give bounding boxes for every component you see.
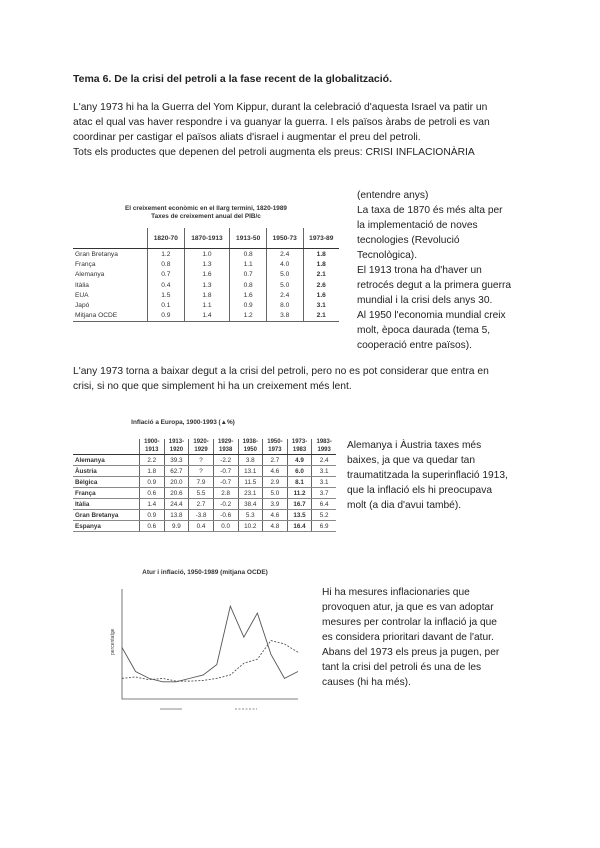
table-row [73, 300, 339, 310]
table-cell: 1.2 [148, 249, 185, 260]
table-cell: 1.1 [230, 259, 267, 269]
table-cell: 0.9 [140, 510, 165, 521]
table-header-cell: 1913-50 [230, 228, 267, 249]
table-row [73, 488, 336, 499]
table-cell: 39.3 [164, 455, 189, 466]
table-cell: ? [189, 455, 214, 466]
table-cell: 62.7 [164, 466, 189, 477]
commentary-line: Hi ha mesures inflacionaries que [322, 587, 470, 598]
commentary-line: tecnologies (Revolució [357, 235, 460, 246]
header-line: 1973 [268, 446, 282, 453]
table-row [73, 290, 339, 300]
table-cell: 0.6 [140, 488, 165, 499]
table-header-cell: 1973-89 [303, 228, 339, 249]
table-cell: 5.3 [238, 510, 263, 521]
table-header-cell [238, 439, 263, 455]
table-row [73, 280, 339, 290]
table-cell: -3.8 [189, 510, 214, 521]
table-cell: -0.7 [213, 466, 238, 477]
table-header-cell [189, 439, 214, 455]
series-line-atur [122, 641, 298, 682]
commentary-line: molt (a dia d'avui també). [347, 500, 462, 511]
row-label: Gran Bretanya [75, 250, 118, 258]
table-cell: 6.9 [312, 521, 336, 532]
table-cell: 16.7 [287, 499, 312, 510]
chart-axes [122, 589, 298, 699]
table-cell: 1.3 [184, 259, 230, 269]
unemployment-inflation-chart [100, 567, 305, 717]
table-cell: -0.2 [213, 499, 238, 510]
table-cell: 4.9 [287, 455, 312, 466]
series-line-inflació [122, 606, 298, 682]
commentary-line: tant la crisi del petroli és una de les [322, 662, 482, 673]
table-cell: 2.6 [303, 280, 339, 290]
table-cell: 24.4 [164, 499, 189, 510]
table-cell: 1.0 [184, 249, 230, 260]
table-cell: 5.0 [266, 280, 303, 290]
table-cell: 2.1 [303, 270, 339, 280]
table-header-row [73, 439, 336, 455]
table-cell: 3.9 [263, 499, 288, 510]
table-cell: 4.6 [263, 510, 288, 521]
table-cell: 1.3 [184, 280, 230, 290]
header-line: 1983 [292, 446, 307, 453]
header-line: 1938 [219, 446, 233, 453]
table-cell: 5.0 [263, 488, 288, 499]
row-label: Mitjana OCDE [73, 311, 148, 322]
table-cell: 0.4 [148, 280, 185, 290]
table-row [73, 521, 336, 532]
commentary-line: Al 1950 l'economia mundial creix [357, 310, 506, 321]
table-cell: 3.7 [312, 488, 336, 499]
intro-line: L'any 1973 hi ha la Guerra del Yom Kippur, durant la celebració d'aquesta Israel va patir un [73, 102, 488, 113]
table-cell: 7.9 [189, 477, 214, 488]
intro-line: atac el qual vas haver respondre i va guanyar la guerra. I els països àrabs de petroli es van [73, 117, 490, 128]
table-row [73, 455, 336, 466]
table-header-cell [164, 439, 189, 455]
table-cell: 11.2 [287, 488, 312, 499]
table-cell: 0.9 [230, 300, 267, 310]
table2-commentary [347, 438, 519, 513]
header-line: 1950 [243, 446, 257, 453]
row-label: Gran Bretanya [73, 510, 140, 521]
header-line: 1973- [291, 439, 308, 445]
table-cell: 0.9 [140, 477, 165, 488]
table-row [73, 259, 339, 269]
row-label: Itàlia [73, 499, 140, 510]
table-cell: 2.4 [266, 249, 303, 260]
commentary-line: provoquen atur, ja que es van adoptar [322, 602, 494, 613]
header-line: 1929- [218, 439, 234, 445]
table-header-cell [287, 439, 312, 455]
table-cell: 10.2 [238, 521, 263, 532]
row-label: França [75, 260, 96, 268]
inflation-table [73, 439, 336, 532]
table-cell: 2.4 [312, 455, 336, 466]
row-label: Japó [75, 302, 90, 310]
table-cell: 1.8 [303, 259, 339, 269]
table-row [73, 249, 339, 260]
table-cell: 13.5 [287, 510, 312, 521]
header-line: 1913- [168, 439, 185, 445]
table-cell: 2.8 [213, 488, 238, 499]
table-header-cell [263, 439, 288, 455]
row-label: Àustria [73, 466, 140, 477]
table-header-row [73, 228, 339, 249]
table-cell: 8.1 [287, 477, 312, 488]
commentary-line: retrocés degut a la primera guerra [357, 280, 512, 291]
commentary-line: baixes, ja que va quedar tan [347, 455, 476, 466]
table-cell: -2.2 [213, 455, 238, 466]
commentary-line: es considera prioritari davant de l'atur. [322, 632, 494, 643]
table-cell: 13.1 [238, 466, 263, 477]
table-cell: 3.1 [312, 466, 336, 477]
table-cell: 2.4 [266, 290, 303, 300]
table-cell: 6.0 [287, 466, 312, 477]
table-cell: 1.2 [230, 311, 267, 322]
commentary-line: que la inflació els hi preocupava [347, 485, 492, 496]
table-cell: 16.4 [287, 521, 312, 532]
table-cell: 6.4 [312, 499, 336, 510]
table-header-cell: 1870-1913 [184, 228, 230, 249]
header-line: 1920- [193, 439, 209, 445]
table-header-cell [73, 439, 140, 455]
table-cell: 0.9 [148, 311, 185, 322]
table-cell: 1.6 [184, 270, 230, 280]
table-cell: 0.8 [230, 249, 267, 260]
paragraph-line: L'any 1973 torna a baixar degut a la crisi del petroli, pero no es pot considerar que entra en [73, 366, 489, 377]
intro-line: coordinar per castigar el països aliats d'israel i augmentar el preu del petroli. [73, 132, 421, 143]
header-line: 1920 [169, 446, 184, 453]
table-cell: 13.8 [164, 510, 189, 521]
table-cell: 1.6 [230, 290, 267, 300]
commentary-line: molt, època daurada (tema 5, [357, 325, 491, 336]
row-label: Espanya [73, 521, 140, 532]
page-title: Tema 6. De la crisi del petroli a la fase recent de la globalització. [73, 73, 393, 85]
table-cell: 20.0 [164, 477, 189, 488]
table-cell: 0.6 [140, 521, 165, 532]
header-line: 1929 [194, 446, 208, 453]
header-line: 1950- [267, 439, 283, 445]
table-cell: 1.1 [184, 300, 230, 310]
table-cell: 5.0 [266, 270, 303, 280]
table-cell: 1.6 [303, 290, 339, 300]
header-line: 1900- [144, 439, 160, 445]
table-cell: 5.5 [189, 488, 214, 499]
table-cell: 0.0 [213, 521, 238, 532]
table-cell: 2.2 [140, 455, 165, 466]
table-cell: 0.7 [230, 270, 267, 280]
table-header-cell: 1820-70 [148, 228, 185, 249]
table-cell: 1.4 [140, 499, 165, 510]
commentary-line: mesures per controlar la inflació ja que [322, 617, 497, 628]
table-cell: -0.6 [213, 510, 238, 521]
chart-title: Atur i inflació, 1950-1989 (mitjana OCDE) [142, 569, 268, 576]
intro-line: Tots els productes que depenen del petroli augmenta els preus: CRISI INFLACIONÀRIA [73, 147, 475, 158]
commentary-line: Alemanya i Àustria taxes més [347, 440, 482, 451]
gdp-growth-table [73, 228, 339, 322]
table-cell: 1.5 [148, 290, 185, 300]
table-cell: 0.1 [148, 300, 185, 310]
header-line: 1993 [317, 446, 331, 453]
table-cell: 3.1 [303, 300, 339, 310]
table-header-cell [73, 228, 148, 249]
table-row [73, 270, 339, 280]
table-cell: 9.9 [164, 521, 189, 532]
table-cell: 2.7 [263, 455, 288, 466]
table-cell: 1.8 [303, 249, 339, 260]
table-cell: 3.1 [312, 477, 336, 488]
header-line: 1938- [242, 439, 258, 445]
table-cell: 20.6 [164, 488, 189, 499]
table-cell: 1.8 [184, 290, 230, 300]
table-cell: 0.7 [148, 270, 185, 280]
commentary-line: La taxa de 1870 és més alta per [357, 205, 503, 216]
commentary-line: causes (hi ha més). [322, 677, 411, 688]
table-header-cell [312, 439, 336, 455]
table-cell: -0.7 [213, 477, 238, 488]
table-cell: 4.0 [266, 259, 303, 269]
row-label: França [73, 488, 140, 499]
table-cell: 5.2 [312, 510, 336, 521]
table-row [73, 477, 336, 488]
chart-commentary [322, 585, 507, 690]
oil-crisis-paragraph [73, 364, 533, 394]
table-row [73, 510, 336, 521]
table-cell: 4.8 [263, 521, 288, 532]
table-header-cell: 1950-73 [266, 228, 303, 249]
table-row [73, 499, 336, 510]
table-cell: 0.8 [148, 259, 185, 269]
table-cell: 1.4 [184, 311, 230, 322]
table-cell: 38.4 [238, 499, 263, 510]
commentary-line: Tecnològica). [357, 250, 418, 261]
table-cell: 0.8 [230, 280, 267, 290]
table1-subcaption: Taxes de creixement anual del PIB/c [151, 213, 261, 220]
row-label: Itàlia [75, 281, 89, 289]
table-header-cell [140, 439, 165, 455]
row-label: Alemanya [73, 455, 140, 466]
table-cell: 2.9 [263, 477, 288, 488]
commentary-line: mundial i la crisi dels anys 30. [357, 295, 493, 306]
table-cell: 23.1 [238, 488, 263, 499]
commentary-line: la implementació de noves [357, 220, 478, 231]
table-cell: 3.8 [266, 311, 303, 322]
table-cell: 11.5 [238, 477, 263, 488]
table-cell: 8.0 [266, 300, 303, 310]
commentary-line: Abans del 1973 els preus ja pugen, per [322, 647, 500, 658]
header-line: 1983- [316, 439, 332, 445]
commentary-line: (entendre anys) [357, 190, 429, 201]
table-cell: ? [189, 466, 214, 477]
table1-commentary [357, 188, 532, 353]
table-cell: 0.4 [189, 521, 214, 532]
chart-svg [100, 567, 305, 717]
table2-caption: Inflació a Europa, 1900-1993 (▲%) [131, 419, 235, 426]
table1-caption: El creixement econòmic en el llarg termini, 1820-1989 [125, 205, 287, 212]
intro-paragraph [73, 100, 533, 160]
chart-y-axis-label: percentatge [110, 628, 116, 655]
commentary-line: cooperació entre països). [357, 340, 472, 351]
commentary-line: traumatitzada la superinflació 1913, [347, 470, 508, 481]
table-cell: 4.6 [263, 466, 288, 477]
table-cell: 3.8 [238, 455, 263, 466]
table-header-cell [213, 439, 238, 455]
row-label: Bèlgica [73, 477, 140, 488]
header-line: 1913 [145, 446, 159, 453]
row-label: EUA [75, 291, 89, 299]
row-label: Alemanya [75, 271, 105, 279]
table-row [73, 311, 339, 322]
table-cell: 2.7 [189, 499, 214, 510]
paragraph-line: crisi, si no que que simplement hi ha un creixement més lent. [73, 381, 352, 392]
commentary-line: El 1913 trona ha d'haver un [357, 265, 482, 276]
table-row [73, 466, 336, 477]
table-cell: 1.8 [140, 466, 165, 477]
table-cell: 2.1 [303, 311, 339, 322]
